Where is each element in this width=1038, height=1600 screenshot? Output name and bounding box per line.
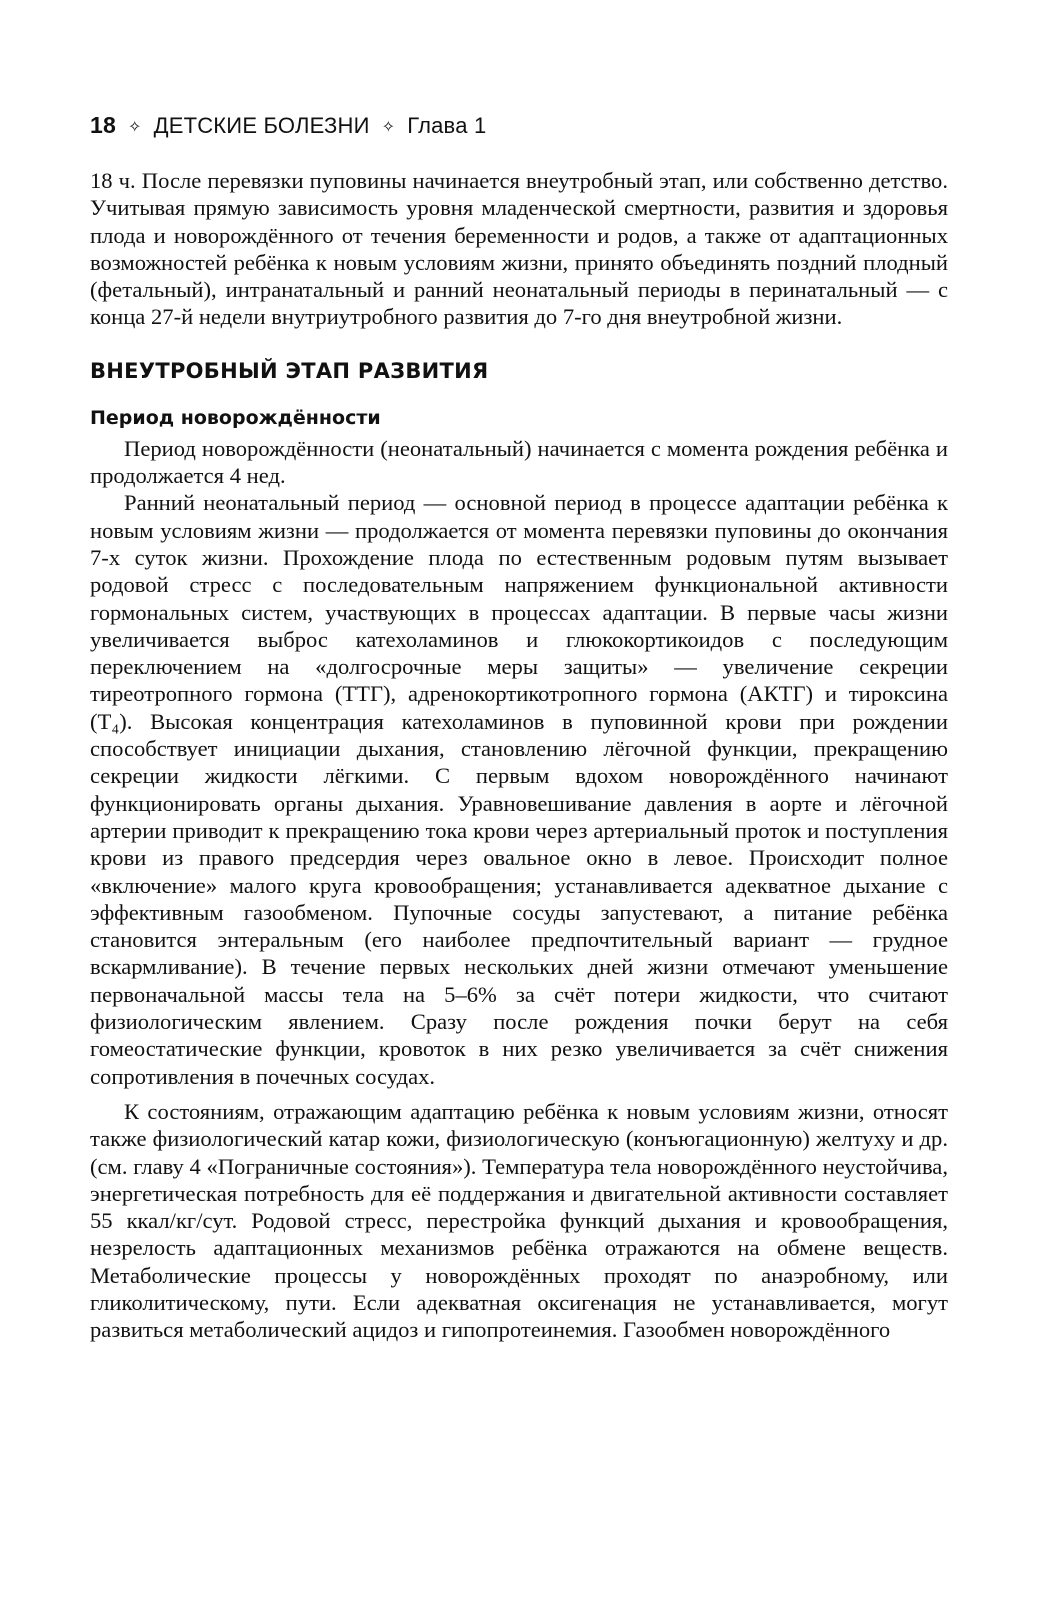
diamond-separator-icon: ✧ — [127, 119, 142, 136]
section-heading: ВНЕУТРОБНЫЙ ЭТАП РАЗВИТИЯ — [90, 358, 489, 383]
running-header — [90, 112, 948, 139]
diamond-separator-icon: ✧ — [381, 119, 396, 136]
paragraph: К состояниям, отражающим адаптацию ребёнка к новым условиям жизни, относят также физиологический катар кожи, физиологическую (конъюгационную) желтуху и др. (см. главу 4 «Пограничные состояния»). Температура тела новорождённого неустойчива, энергетическая потребность для её поддержания и двигательной активности составляет 55 ккал/кг/сут. Родовой стресс, перестройка функций дыхания и кровообращения, незрелость адаптационных механизмов ребёнка отражаются на обмене веществ. Метаболические процессы у новорождённых проходят по анаэробному, или гликолитическому, пути. Если адекватная оксигенация не устанавливается, могут развиться метаболический ацидоз и гипопротеинемия. Газообмен новорождённого — [90, 1098, 948, 1343]
paragraph: Ранний неонатальный период — основной период в процессе адаптации ребёнка к новым условиям жизни — продолжается от момента перевязки пуповины до окончания 7-х суток жизни. Прохождение плода по естественным родовым путям вызывает родовой стресс с последовательным напряжением функциональной активности гормональных систем, участвующих в процессах адаптации. В первые часы жизни увеличивается выброс катехоламинов и глюкокортикоидов с последующим переключением на «долгосрочные меры защиты» — увеличение секреции тиреотропного гормона (ТТГ), адренокортикотропного гормона (АКТГ) и тироксина (Т₄). Высокая концентрация катехоламинов в пуповинной крови при рождении способствует инициации дыхания, становлению лёгочной функции, прекращению секреции жидкости лёгкими. С первым вдохом новорождённого начинают функционировать органы дыхания. Уравновешивание давления в аорте и лёгочной артерии приводит к прекращению тока крови через артериальный проток и поступления крови из правого предсердия через овальное окно в левое. Происходит полное «включение» малого круга кровообращения; устанавливается адекватное дыхание с эффективным газообменом. Пупочные сосуды запустевают, а питание ребёнка становится энтеральным (его наиболее предпочтительный вариант — грудное вскармливание). В течение первых нескольких дней жизни отмечают уменьшение первоначальной массы тела на 5–6% за счёт потери жидкости, что считают физиологическим явлением. Сразу после рождения почки берут на себя гомеостатические функции, кровоток в них резко увеличивается за счёт снижения сопротивления в почечных сосудах. — [90, 490, 948, 1089]
book-title: ДЕТСКИЕ БОЛЕЗНИ — [153, 113, 370, 138]
chapter-label: Глава 1 — [407, 113, 487, 138]
page-number: 18 — [90, 112, 116, 138]
paragraph: Период новорождённости (неонатальный) начинается с момента рождения ребёнка и продолжается 4 нед. — [90, 435, 948, 489]
intro-paragraph: 18 ч. После перевязки пуповины начинается внеутробный этап, или собственно детство. Учитывая прямую зависимость уровня младенческой смертности, развития и здоровья плода и новорождённого от течения беременности и родов, а также от адаптационных возможностей ребёнка к новым условиям жизни, принято объединять поздний плодный (фетальный), интранатальный и ранний неонатальный периоды в перинатальный — с конца 27-й недели внутриутробного развития до 7-го дня внеутробной жизни. — [90, 168, 948, 330]
book-page — [90, 112, 948, 1344]
subsection-heading: Период новорождённости — [90, 406, 381, 429]
